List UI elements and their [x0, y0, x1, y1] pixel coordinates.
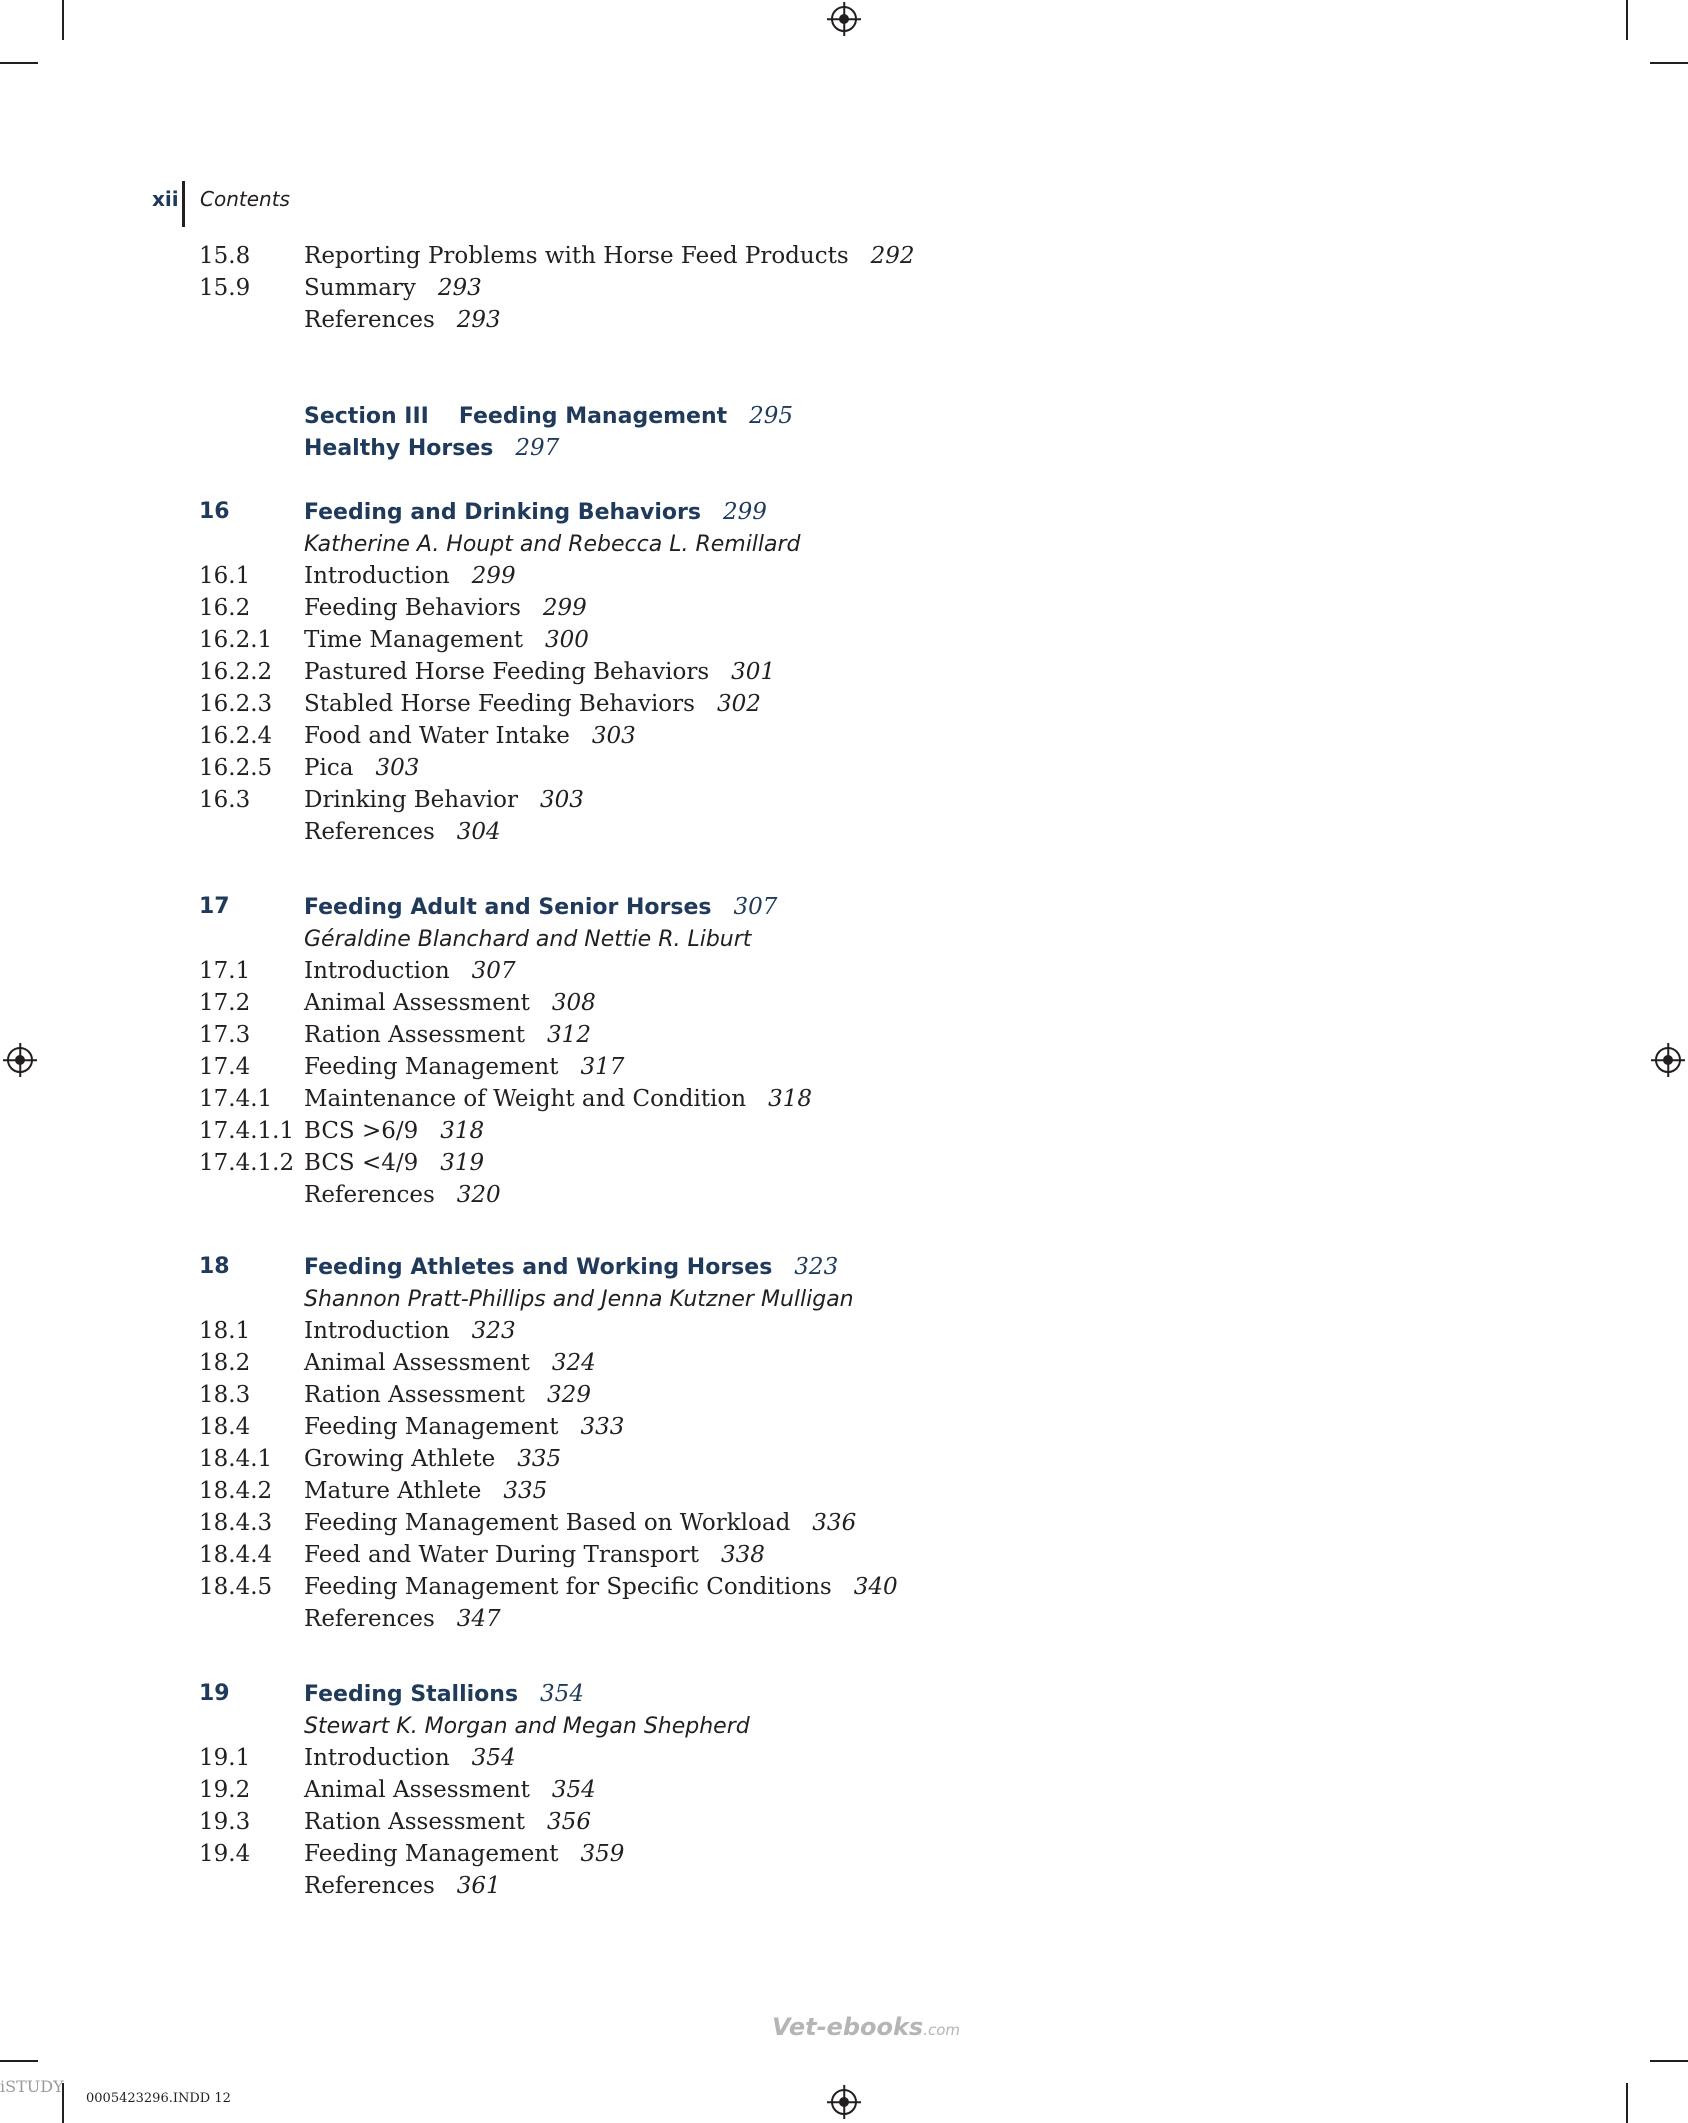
entry-title: Reporting Problems with Horse Feed Products — [304, 243, 849, 269]
entry-page: 307 — [471, 958, 516, 984]
entry-text — [304, 1347, 596, 1379]
entry-text — [304, 1315, 516, 1347]
entry-text — [304, 720, 636, 752]
entry-number: 17.4.1.2 — [199, 1150, 295, 1176]
entry-text — [304, 1475, 547, 1507]
entry-title: Ration Assessment — [304, 1382, 526, 1408]
entry-number: 15.8 — [199, 243, 251, 269]
entry-text — [304, 1443, 561, 1475]
crop-mark — [1650, 2060, 1688, 2062]
entry-page: 335 — [517, 1446, 562, 1472]
chapter-title: Feeding Stallions — [304, 1682, 519, 1707]
entry-number: 18.3 — [199, 1382, 251, 1408]
section-title: Feeding Management — [458, 404, 728, 429]
page-number: xii — [152, 187, 179, 211]
entry-text — [304, 784, 584, 816]
header-divider — [182, 181, 185, 227]
chapter-title: Feeding Athletes and Working Horses — [304, 1255, 773, 1280]
entry-page: 302 — [716, 691, 761, 717]
entry-page: 317 — [580, 1054, 625, 1080]
entry-number: 19.4 — [199, 1841, 251, 1867]
chapter-number: 18 — [199, 1254, 230, 1279]
entry-page: 292 — [870, 243, 915, 269]
watermark-text: .com — [923, 2021, 961, 2039]
entry-page: 324 — [551, 1350, 596, 1376]
entry-number: 19.1 — [199, 1745, 251, 1771]
crop-mark — [62, 0, 64, 40]
entry-title: Mature Athlete — [304, 1478, 482, 1504]
chapter-title: Feeding and Drinking Behaviors — [304, 500, 701, 525]
chapter-number: 16 — [199, 499, 230, 524]
entry-number: 16.2.4 — [199, 723, 273, 749]
entry-text — [304, 240, 915, 272]
entry-number: 19.2 — [199, 1777, 251, 1803]
entry-title: Animal Assessment — [304, 1777, 530, 1803]
entry-title: Feeding Management for Specific Conditions — [304, 1574, 832, 1600]
entry-text — [304, 496, 767, 529]
entry-number: 16.2 — [199, 595, 251, 621]
entry-page: 329 — [547, 1382, 591, 1408]
entry-number: 15.9 — [199, 275, 251, 301]
entry-title: Feeding Management — [304, 1841, 559, 1867]
registration-mark-icon — [831, 2089, 857, 2115]
entry-text — [304, 1571, 898, 1603]
section-label: Section III — [304, 404, 429, 429]
entry-page: 299 — [471, 563, 516, 589]
entry-text — [304, 1870, 501, 1902]
entry-title: Stabled Horse Feeding Behaviors — [304, 691, 695, 717]
entry-number: 18.4.5 — [199, 1574, 273, 1600]
entry-title: Summary — [304, 275, 416, 301]
entry-page: 356 — [547, 1809, 591, 1835]
chapter-number: 17 — [199, 894, 230, 919]
entry-number: 18.4.4 — [199, 1542, 273, 1568]
entry-title: Food and Water Intake — [304, 723, 570, 749]
entry-text — [304, 560, 516, 592]
entry-title: Pica — [304, 755, 354, 781]
entry-title: Animal Assessment — [304, 990, 530, 1016]
entry-page: 303 — [539, 787, 584, 813]
entry-page: 320 — [456, 1182, 501, 1208]
entry-text — [304, 1603, 501, 1635]
entry-page: 347 — [456, 1606, 501, 1632]
entry-page: 354 — [551, 1777, 596, 1803]
entry-text — [304, 955, 516, 987]
crop-mark — [1626, 0, 1628, 40]
entry-text — [304, 923, 751, 956]
entry-page: 312 — [547, 1022, 591, 1048]
entry-title: Growing Athlete — [304, 1446, 496, 1472]
entry-title: Feeding Management Based on Workload — [304, 1510, 791, 1536]
entry-number: 17.2 — [199, 990, 251, 1016]
entry-title: Introduction — [304, 958, 450, 984]
entry-text — [304, 1179, 501, 1211]
entry-text — [304, 1507, 856, 1539]
entry-text — [304, 400, 793, 433]
entry-page: 354 — [471, 1745, 516, 1771]
entry-title: References — [304, 1873, 435, 1899]
entry-text — [304, 304, 501, 336]
registration-mark-icon — [1655, 1047, 1681, 1073]
watermark-text: Vet-ebooks — [772, 2013, 924, 2041]
entry-number: 18.4 — [199, 1414, 251, 1440]
entry-title: Shannon Pratt-Phillips and Jenna Kutzner Mulligan — [304, 1287, 854, 1312]
entry-title: Géraldine Blanchard and Nettie R. Liburt — [304, 927, 752, 952]
entry-text — [304, 987, 596, 1019]
entry-number: 18.4.3 — [199, 1510, 273, 1536]
entry-page: 323 — [471, 1318, 516, 1344]
entry-number: 18.1 — [199, 1318, 251, 1344]
entry-number: 17.1 — [199, 958, 251, 984]
entry-page: 299 — [542, 595, 587, 621]
entry-page: 293 — [456, 307, 501, 333]
entry-text — [304, 1283, 854, 1316]
entry-title: Feeding Management — [304, 1054, 559, 1080]
entry-text — [304, 1806, 591, 1838]
registration-mark-icon — [7, 1047, 33, 1073]
entry-text — [304, 528, 801, 561]
entry-title: Feeding Management — [304, 1414, 559, 1440]
chapter-page: 323 — [794, 1254, 839, 1280]
entry-text — [304, 1710, 750, 1743]
entry-title: Introduction — [304, 563, 450, 589]
entry-text — [304, 1083, 812, 1115]
entry-text — [304, 624, 589, 656]
crop-mark — [1626, 2083, 1628, 2123]
chapter-page: 354 — [540, 1681, 584, 1707]
running-title: Contents — [200, 187, 290, 211]
chapter-page: 299 — [722, 499, 767, 525]
entry-page: 340 — [853, 1574, 898, 1600]
entry-page: 303 — [591, 723, 636, 749]
entry-page: 318 — [768, 1086, 812, 1112]
entry-title: Animal Assessment — [304, 1350, 530, 1376]
entry-page: 308 — [551, 990, 596, 1016]
entry-number: 17.3 — [199, 1022, 251, 1048]
entry-title: BCS <4/9 — [304, 1150, 419, 1176]
entry-page: 319 — [440, 1150, 485, 1176]
entry-page: 361 — [456, 1873, 501, 1899]
entry-title: Introduction — [304, 1318, 450, 1344]
entry-title: Stewart K. Morgan and Megan Shepherd — [304, 1714, 750, 1739]
entry-text — [304, 1019, 591, 1051]
chapter-number: 19 — [199, 1681, 230, 1706]
entry-title: References — [304, 1182, 435, 1208]
entry-text — [304, 1678, 584, 1711]
entry-number: 16.2.5 — [199, 755, 273, 781]
entry-text — [304, 1838, 624, 1870]
crop-mark — [0, 2060, 38, 2062]
entry-text — [304, 688, 761, 720]
entry-title: Pastured Horse Feeding Behaviors — [304, 659, 710, 685]
watermark-logo — [772, 2013, 960, 2041]
entry-title: References — [304, 1606, 435, 1632]
entry-number: 16.1 — [199, 563, 251, 589]
entry-number: 18.4.1 — [199, 1446, 273, 1472]
entry-number: 16.2.3 — [199, 691, 273, 717]
entry-title: Drinking Behavior — [304, 787, 518, 813]
crop-mark — [0, 62, 38, 64]
entry-text — [304, 1774, 596, 1806]
entry-text — [304, 1051, 624, 1083]
entry-number: 16.2.1 — [199, 627, 273, 653]
entry-text — [304, 1251, 838, 1284]
entry-number: 17.4.1 — [199, 1086, 273, 1112]
entry-number: 19.3 — [199, 1809, 251, 1835]
entry-page: 303 — [375, 755, 420, 781]
entry-title: Introduction — [304, 1745, 450, 1771]
entry-page: 304 — [456, 819, 501, 845]
entry-title: Ration Assessment — [304, 1809, 526, 1835]
entry-text — [304, 1115, 484, 1147]
entry-text — [304, 752, 419, 784]
entry-number: 18.4.2 — [199, 1478, 273, 1504]
entry-number: 17.4.1.1 — [199, 1118, 295, 1144]
entry-page: 301 — [731, 659, 776, 685]
entry-text — [304, 1742, 516, 1774]
entry-page: 359 — [580, 1841, 625, 1867]
entry-title: Feed and Water During Transport — [304, 1542, 699, 1568]
entry-text — [304, 1147, 484, 1179]
entry-text — [304, 891, 777, 924]
entry-text — [304, 272, 482, 304]
entry-page: 333 — [580, 1414, 625, 1440]
entry-title: Time Management — [304, 627, 524, 653]
section-subtitle: Healthy Horses — [304, 436, 494, 461]
entry-title: BCS >6/9 — [304, 1118, 419, 1144]
entry-title: Maintenance of Weight and Condition — [304, 1086, 747, 1112]
section-subpage: 297 — [515, 435, 560, 461]
crop-mark — [1650, 62, 1688, 64]
entry-text — [304, 1539, 765, 1571]
entry-text — [304, 1411, 624, 1443]
entry-text — [304, 432, 559, 465]
section-page: 295 — [749, 403, 794, 429]
entry-page: 338 — [720, 1542, 765, 1568]
entry-page: 300 — [545, 627, 589, 653]
entry-title: References — [304, 819, 435, 845]
entry-number: 17.4 — [199, 1054, 251, 1080]
chapter-page: 307 — [733, 894, 778, 920]
entry-page: 293 — [437, 275, 482, 301]
entry-title: Katherine A. Houpt and Rebecca L. Remillard — [304, 532, 801, 557]
entry-title: Feeding Behaviors — [304, 595, 521, 621]
istudy-mark: iSTUDY — [0, 2077, 64, 2096]
entry-title: Ration Assessment — [304, 1022, 526, 1048]
registration-mark-icon — [831, 6, 857, 32]
entry-text — [304, 592, 587, 624]
entry-page: 335 — [503, 1478, 548, 1504]
entry-page: 318 — [440, 1118, 485, 1144]
entry-page: 336 — [812, 1510, 857, 1536]
entry-text — [304, 816, 501, 848]
entry-number: 18.2 — [199, 1350, 251, 1376]
entry-text — [304, 656, 775, 688]
chapter-title: Feeding Adult and Senior Horses — [304, 895, 712, 920]
print-slug: 0005423296.INDD 12 — [86, 2091, 231, 2106]
entry-text — [304, 1379, 591, 1411]
entry-title: References — [304, 307, 435, 333]
entry-number: 16.2.2 — [199, 659, 273, 685]
entry-number: 16.3 — [199, 787, 251, 813]
